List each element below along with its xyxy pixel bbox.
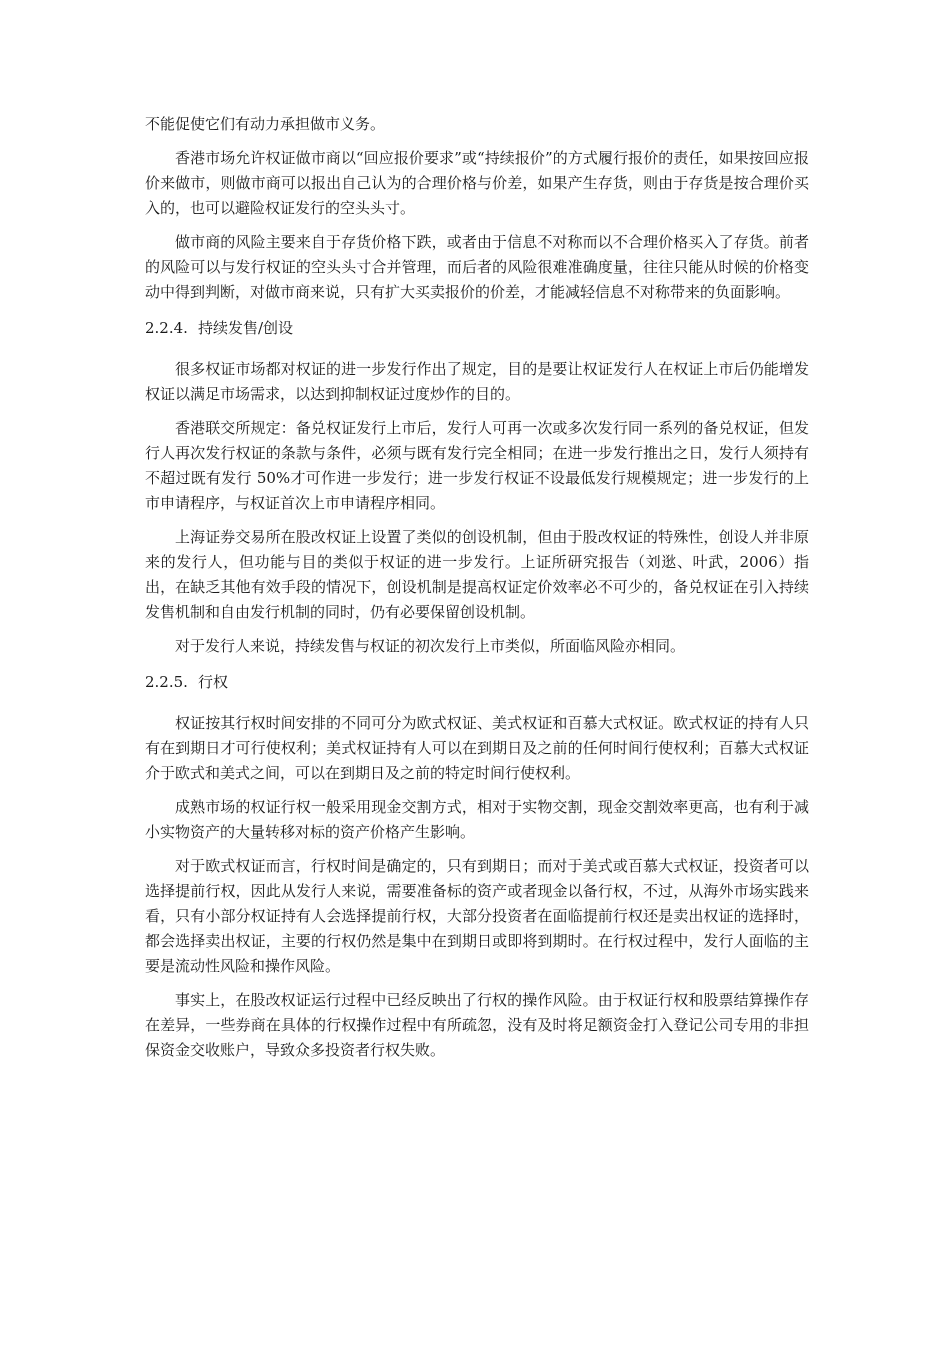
paragraph-operational-risk: 事实上，在股改权证运行过程中已经反映出了行权的操作风险。由于权证行权和股票结算操作存在差异，一些券商在具体的行权操作过程中有所疏忽，没有及时将足额资金打入登记公司专用的非担保资金交收账户，导致众多投资者行权失败。 <box>145 991 809 1059</box>
paragraph-early-exercise: 对于欧式权证而言，行权时间是确定的，只有到期日；而对于美式或百慕大式权证，投资者可以选择提前行权，因此从发行人来说，需要准备标的资产或者现金以备行权，不过，从海外市场实践来看，只有小部分权证持有人会选择提前行权，大部分投资者在面临提前行权还是卖出权证的选择时，都会选择卖出权证，主要的行权仍然是集中在到期日或即将到期时。在行权过程中，发行人面临的主要是流动性风险和操作风险。 <box>145 857 809 975</box>
section-title: 持续发售/创设 <box>197 319 293 337</box>
paragraph-continuation: 不能促使它们有动力承担做市义务。 <box>145 115 386 133</box>
document-page <box>145 112 809 1072</box>
paragraph-hkex-rules: 香港联交所规定：备兑权证发行上市后，发行人可再一次或多次发行同一系列的备兑权证，但发行人再次发行权证的条款与条件，必须与既有发行完全相同；在进一步发行推出之日，发行人须持有不超过既有发行 50%才可作进一步发行；进一步发行权证不设最低发行规模规定；进一步发行的上市申请程序，与权证首次上市申请程序相同。 <box>145 419 809 512</box>
paragraph-cash-settlement: 成熟市场的权证行权一般采用现金交割方式，相对于实物交割，现金交割效率更高，也有利于减小实物资产的大量转移对标的资产价格产生影响。 <box>145 798 809 841</box>
paragraph-sse-creation: 上海证券交易所在股改权证上设置了类似的创设机制，但由于股改权证的特殊性，创设人并非原来的发行人，但功能与目的类似于权证的进一步发行。上证所研究报告（刘逖、叶武，2006）指出，在缺乏其他有效手段的情况下，创设机制是提高权证定价效率必不可少的，备兑权证在引入持续发售机制和自由发行机制的同时，仍有必要保留创设机制。 <box>145 528 809 621</box>
paragraph-further-issuance: 很多权证市场都对权证的进一步发行作出了规定，目的是要让权证发行人在权证上市后仍能增发权证以满足市场需求，以达到抑制权证过度炒作的目的。 <box>145 360 809 403</box>
section-number: 2.2.5. <box>145 673 188 691</box>
paragraph-issuer-risk: 对于发行人来说，持续发售与权证的初次发行上市类似，所面临风险亦相同。 <box>175 637 686 655</box>
section-title: 行权 <box>197 673 228 691</box>
section-heading-2-2-4 <box>145 316 809 341</box>
section-number: 2.2.4. <box>145 319 188 337</box>
paragraph-exercise-styles: 权证按其行权时间安排的不同可分为欧式权证、美式权证和百慕大式权证。欧式权证的持有人只有在到期日才可行使权利；美式权证持有人可以在到期日及之前的任何时间行使权利；百慕大式权证介于欧式和美式之间，可以在到期日及之前的特定时间行使权利。 <box>145 714 809 782</box>
section-heading-2-2-5 <box>145 670 809 695</box>
paragraph-market-maker-quote: 香港市场允许权证做市商以“回应报价要求”或“持续报价”的方式履行报价的责任，如果按回应报价来做市，则做市商可以报出自己认为的合理价格与价差，如果产生存货，则由于存货是按合理价买入的，也可以避险权证发行的空头头寸。 <box>145 149 809 217</box>
paragraph-market-maker-risk: 做市商的风险主要来自于存货价格下跌，或者由于信息不对称而以不合理价格买入了存货。前者的风险可以与发行权证的空头头寸合并管理，而后者的风险很难准确度量，往往只能从时候的价格变动中得到判断，对做市商来说，只有扩大买卖报价的价差，才能减轻信息不对称带来的负面影响。 <box>145 233 809 301</box>
